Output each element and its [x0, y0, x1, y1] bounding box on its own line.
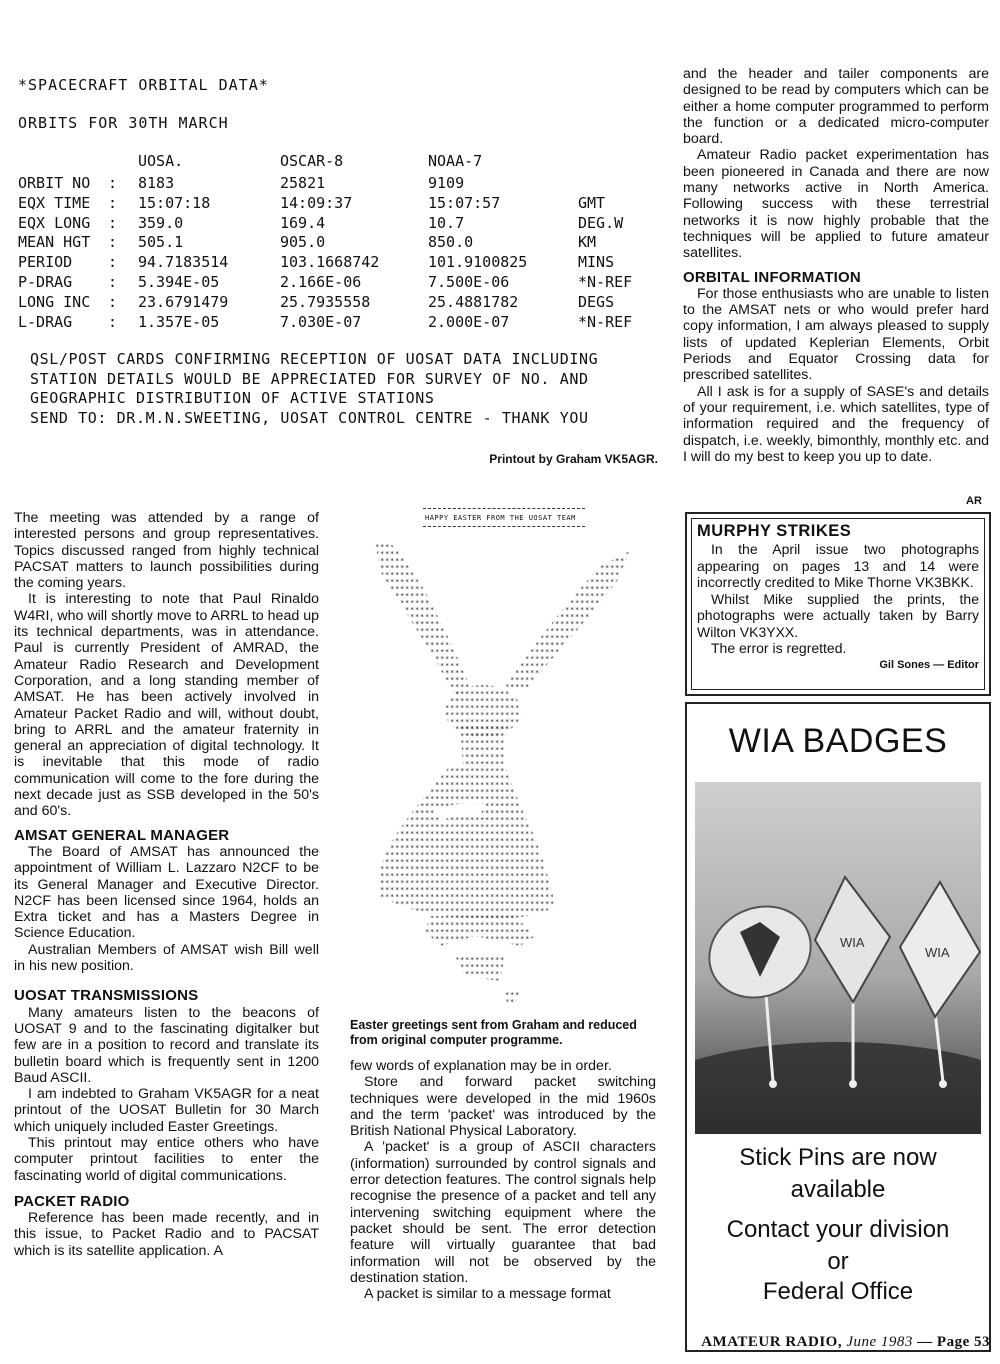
paragraph: Whilst Mike supplied the prints, the photographs were actually taken by Barry Wilton VK3YXX.: [697, 590, 979, 640]
row-separator: :: [108, 233, 118, 252]
bunny-silhouette: [355, 536, 655, 1006]
row-separator: :: [108, 174, 118, 192]
paragraph: Many amateurs listen to the beacons of UOSAT 9 and to the fascinating digitalker but few are in a position to record and translate its bulletin board which is frequently sent in 1200 Baud ASCII.: [14, 1004, 319, 1086]
murphy-strikes-box: [685, 512, 991, 696]
notice-line: GEOGRAPHIC DISTRIBUTION OF ACTIVE STATIONS: [30, 389, 435, 407]
paragraph: and the header and tailer components are designed to be read by computers which can be either a home computer programmed to perform the function or a dedicated micro-computer board.: [683, 66, 989, 148]
row-value: 15:07:57: [428, 193, 501, 212]
row-value: 1.357E-05: [138, 312, 220, 331]
row-unit: DEGS: [578, 292, 615, 311]
paragraph: The Board of AMSAT has announced the appointment of William L. Lazzaro N2CF to be its General Manager and Executive Director. N2CF has been licensed since 1964, holds an Extra ticket and has a Masters Degree in Science Education.: [14, 843, 319, 942]
row-separator: :: [108, 273, 118, 291]
row-label: L-DRAG: [18, 312, 73, 331]
paragraph: Store and forward packet switching techniques were developed in the mid 1960s and the term 'packet' was introduced by the British National Physical Laboratory.: [350, 1074, 656, 1140]
row-value: 101.9100825: [428, 253, 528, 272]
paragraph: Australian Members of AMSAT wish Bill well in his new position.: [14, 941, 319, 975]
row-separator: :: [108, 292, 118, 311]
printout-subtitle: ORBITS FOR 30TH MARCH: [18, 114, 229, 132]
badge-label: WIA: [840, 935, 865, 950]
row-value: 505.1: [138, 233, 184, 252]
page-footer: [701, 1334, 990, 1351]
easter-bunny-ascii-art: [355, 508, 655, 1013]
row-value: 8183: [138, 174, 175, 192]
row-label: PERIOD: [18, 253, 73, 272]
row-value: 850.0: [428, 233, 474, 252]
row-label: ORBIT NO: [18, 174, 91, 192]
editor-signature: Gil Sones — Editor: [879, 658, 979, 671]
paragraph: The meeting was attended by a range of interested persons and group representatives. Topics discussed ranged from highly technical PACSAT matters to launch possibilities during the coming years.: [14, 510, 319, 592]
orbital-data-printout: [18, 70, 658, 470]
magazine-name: AMATEUR RADIO,: [701, 1334, 843, 1350]
paragraph: It is interesting to note that Paul Rinaldo W4RI, who will shortly move to ARRL to head up its technical departments, was in attendance. Paul is currently President of AMRAD, the Amateur Radio Research and Development Corporation, and a long standing member of AMSAT. He has been actively involved in Amateur Packet Radio and will, without doubt, bring to ARRL and the amateur fraternity in general an appreciation of digital technology. It is inevitable that this mode of radio communication will come to the fore during the next decade just as SSB developed in the 50's and 60's.: [14, 591, 319, 820]
row-value: 10.7: [428, 213, 465, 232]
row-label: EQX LONG: [18, 213, 91, 232]
row-unit: GMT: [578, 193, 606, 212]
row-value: 2.166E-06: [280, 273, 362, 291]
row-separator: :: [108, 213, 118, 232]
row-value: 23.6791479: [138, 292, 229, 311]
dashed-rule: [423, 508, 585, 509]
row-value: 9109: [428, 174, 465, 192]
paragraph: In the April issue two photographs appearing on pages 13 and 14 were incorrectly credited to Mike Thorne VK3BKK.: [697, 541, 979, 590]
row-separator: :: [108, 253, 118, 272]
box-title: MURPHY STRIKES: [697, 522, 852, 540]
article-end-mark: AR: [966, 495, 982, 507]
paragraph: A packet is similar to a message format: [364, 1286, 611, 1303]
paragraph: This printout may entice others who have computer printout facilities to enter the fascinating world of digital communications.: [14, 1134, 319, 1184]
paragraph: A 'packet' is a group of ASCII characters (information) surrounded by control signals and error detection features. The control signals help recognise the presence of a packet and tell any intervening switching equipment where the packet should be sent. The error detection feature will virtually guarantee that bad information will not be observed by the destination station.: [350, 1139, 656, 1286]
row-value: 94.7183514: [138, 253, 229, 272]
row-separator: :: [108, 193, 118, 212]
badges-photo: [695, 782, 981, 1134]
row-value: 5.394E-05: [138, 273, 220, 291]
row-value: 103.1668742: [280, 253, 380, 272]
row-value: 25.4881782: [428, 292, 519, 311]
ad-line: Stick Pins are now: [739, 1144, 937, 1171]
row-value: 25.7935558: [280, 292, 371, 311]
row-value: 25821: [280, 174, 326, 192]
row-value: 15:07:18: [138, 193, 211, 212]
column-header: NOAA-7: [428, 152, 483, 170]
row-value: 2.000E-07: [428, 312, 510, 331]
row-label: LONG INC: [18, 292, 91, 311]
paragraph: The error is regretted.: [711, 640, 847, 656]
column-header: OSCAR-8: [280, 152, 344, 170]
row-value: 359.0: [138, 213, 184, 232]
section-heading-packet-radio: PACKET RADIO: [14, 1192, 130, 1210]
row-label: P-DRAG: [18, 273, 73, 291]
row-label: EQX TIME: [18, 193, 91, 212]
notice-line: STATION DETAILS WOULD BE APPRECIATED FOR SURVEY OF NO. AND: [30, 369, 589, 388]
row-unit: *N-REF: [578, 273, 633, 291]
ad-line: Contact your division: [726, 1216, 950, 1243]
paragraph: Reference has been made recently, and in this issue, to Packet Radio and to PACSAT which is its satellite application. A: [14, 1210, 319, 1259]
section-heading-orbital-information: ORBITAL INFORMATION: [683, 268, 861, 286]
issue-date: June 1983: [846, 1334, 913, 1350]
middle-column: [350, 1058, 656, 1302]
row-value: 169.4: [280, 213, 326, 232]
section-heading-general-manager: AMSAT GENERAL MANAGER: [14, 826, 230, 844]
row-unit: DEG.W: [578, 213, 624, 232]
right-column: [683, 66, 989, 465]
printout-title: *SPACECRAFT ORBITAL DATA*: [18, 76, 269, 94]
row-value: 14:09:37: [280, 193, 353, 212]
row-unit: KM: [578, 233, 597, 252]
ad-title: WIA BADGES: [728, 722, 948, 760]
dashed-rule: [423, 526, 585, 527]
notice-line: SEND TO: DR.M.N.SWEETING, UOSAT CONTROL CENTRE - THANK YOU: [30, 408, 589, 427]
easter-greeting-header: HAPPY EASTER FROM THE UOSAT TEAM: [425, 514, 576, 522]
column-header: UOSA.: [138, 152, 184, 170]
ad-line: Federal Office: [762, 1278, 914, 1305]
badge-label: WIA: [925, 945, 950, 960]
row-unit: *N-REF: [578, 312, 633, 331]
paragraph: few words of explanation may be in order.: [350, 1058, 612, 1074]
row-label: MEAN HGT: [18, 233, 91, 252]
wia-badge-pins-illustration: [695, 782, 981, 1134]
printout-caption: Printout by Graham VK5AGR.: [489, 452, 658, 466]
row-unit: MINS: [578, 253, 615, 272]
row-value: 905.0: [280, 233, 326, 252]
row-separator: :: [108, 312, 118, 331]
page-number: — Page 53: [917, 1334, 990, 1350]
paragraph: I am indebted to Graham VK5AGR for a neat printout of the UOSAT Bulletin for 30 March which uniquely included Easter Greetings.: [14, 1086, 319, 1135]
ad-line: available: [790, 1176, 886, 1203]
printout-notice: [30, 350, 598, 428]
row-value: 7.500E-06: [428, 273, 510, 291]
wia-badges-advertisement: [685, 702, 991, 1352]
left-column: [14, 510, 319, 1259]
paragraph: Amateur Radio packet experimentation has been pioneered in Canada and there are now many networks active in North America. Following success with these terrestrial networks it is now highly probable that the techniques will be applied to future amateur satellites.: [683, 147, 989, 262]
notice-line: QSL/POST CARDS CONFIRMING RECEPTION OF UOSAT DATA INCLUDING: [30, 350, 599, 368]
easter-caption: Easter greetings sent from Graham and reduced from original computer programme.: [350, 1018, 637, 1047]
section-heading-uosat: UOSAT TRANSMISSIONS: [14, 987, 199, 1005]
paragraph: For those enthusiasts who are unable to listen to the AMSAT nets or who would prefer hard copy information, I am always pleased to supply lists of updated Keplerian Elements, Orbit Periods and Equator Crossing data for prescribed satellites.: [683, 285, 989, 384]
paragraph: All I ask is for a supply of SASE's and details of your requirement, i.e. which satellites, type of information required and the frequency of dispatch, i.e. weekly, bimonthly, monthly etc. and I will do my best to keep you up to date.: [683, 383, 989, 465]
row-value: 7.030E-07: [280, 312, 362, 331]
ad-line: or: [827, 1248, 849, 1275]
